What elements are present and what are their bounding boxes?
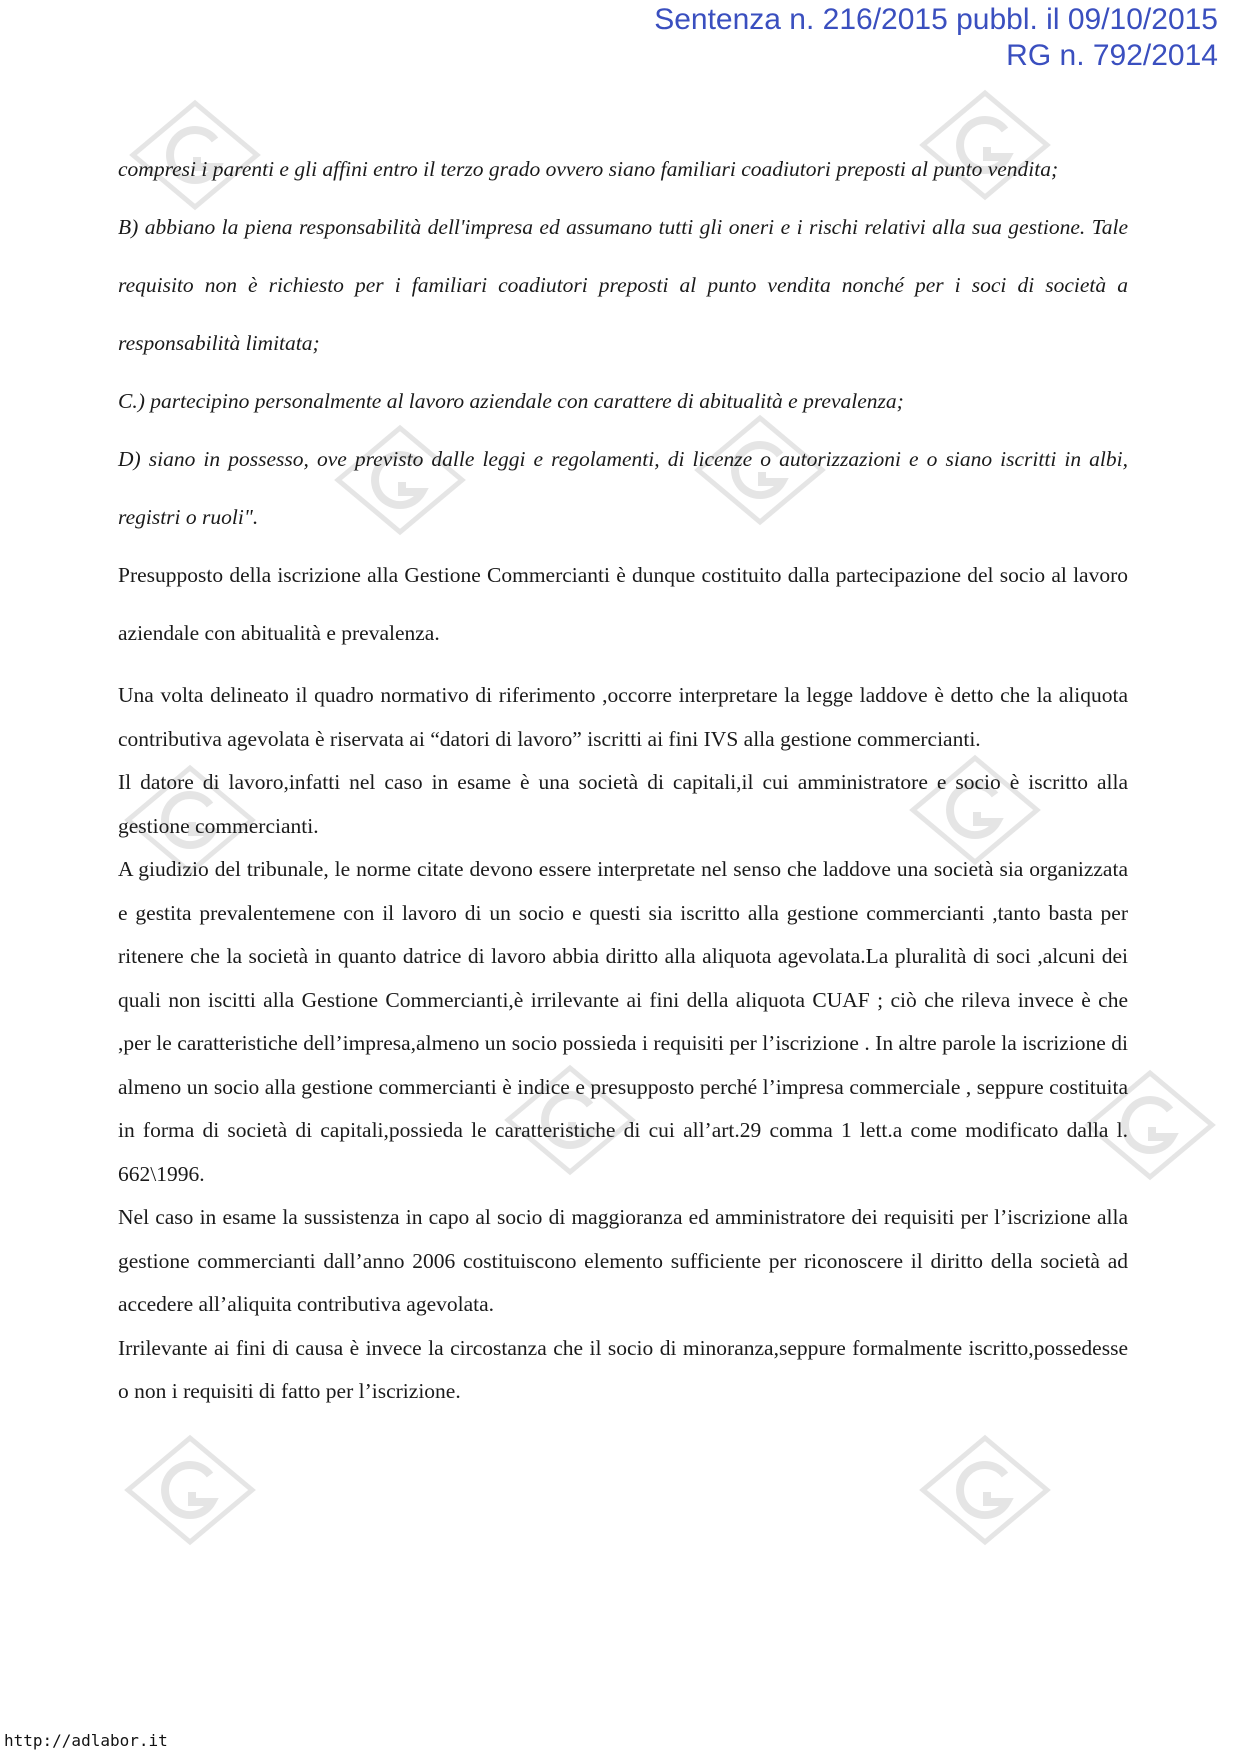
source-url: http://adlabor.it xyxy=(4,1731,168,1750)
statute-line-d: D) siano in possesso, ove previsto dalle leggi e regolamenti, di licenze o autorizzazioni e o siano iscritti in albi, registri o ruoli". xyxy=(118,447,1128,529)
paragraph: A giudizio del tribunale, le norme citate devono essere interpretate nel senso che laddove una società sia organizzata e gestita prevalentemene con il lavoro di un socio e questi sia iscritto alla gestione commercianti ,tanto basta per ritenere che la società in quanto datrice di lavoro abbia diritto alla aliquota agevolata.La pluralità di soci ,alcuni dei quali non iscitti alla Gestione Commercianti,è irrilevante ai fini della aliquota CUAF ; ciò che rileva invece è che ,per le caratteristiche dell’impresa,almeno un socio possieda i requisiti per l’iscrizione . In altre parole la iscrizione di almeno un socio alla gestione commercianti è indice e presupposto perché l’impresa commerciale , seppure costituita in forma di società di capitali,possieda le caratteristiche di cui all’art.29 comma 1 lett.a come modificato dalla l. 662\1996. xyxy=(118,857,1128,1186)
statute-line-a: compresi i parenti e gli affini entro il terzo grado ovvero siano familiari coadiutori preposti al punto vendita; xyxy=(118,157,1059,181)
statute-line-c: C.) partecipino personalmente al lavoro aziendale con carattere di abitualità e prevalenza; xyxy=(118,389,904,413)
quoted-statute-text xyxy=(118,140,1128,546)
document-header xyxy=(654,2,1218,74)
adlabor-watermark-icon xyxy=(915,1430,1055,1550)
paragraph: Una volta delineato il quadro normativo di riferimento ,occorre interpretare la legge laddove è detto che la aliquota contributiva agevolata è riservata ai “datori di lavoro” iscritti ai fini IVS alla gestione commercianti. xyxy=(118,683,1128,751)
judgment-text xyxy=(118,546,1128,1414)
paragraph: Irrilevante ai fini di causa è invece la circostanza che il socio di minoranza,seppure formalmente iscritto,possedesse o non i requisiti di fatto per l’iscrizione. xyxy=(118,1335,1128,1403)
case-number: RG n. 792/2014 xyxy=(1006,39,1218,72)
paragraph: Nel caso in esame la sussistenza in capo al socio di maggioranza ed amministratore dei requisiti per l’iscrizione alla gestione commercianti dall’anno 2006 costituiscono elemento sufficiente per riconoscere il diritto della società ad accedere all’aliquita contributiva agevolata. xyxy=(118,1205,1128,1316)
presupposto-paragraph: Presupposto della iscrizione alla Gestione Commercianti è dunque costituito dalla partecipazione del socio al lavoro aziendale con abitualità e prevalenza. xyxy=(118,563,1128,645)
sentence-reference: Sentenza n. 216/2015 pubbl. il 09/10/2015 xyxy=(654,3,1218,36)
statute-line-b: B) abbiano la piena responsabilità dell'impresa ed assumano tutti gli oneri e i rischi relativi alla sua gestione. Tale requisito non è richiesto per i familiari coadiutori preposti al punto vendita nonché per i soci di società a responsabilità limitata; xyxy=(118,215,1128,355)
paragraph: Il datore di lavoro,infatti nel caso in esame è una società di capitali,il cui amministratore e socio è iscritto alla gestione commercianti. xyxy=(118,770,1128,838)
document-body xyxy=(118,140,1128,1414)
adlabor-watermark-icon xyxy=(120,1430,260,1550)
